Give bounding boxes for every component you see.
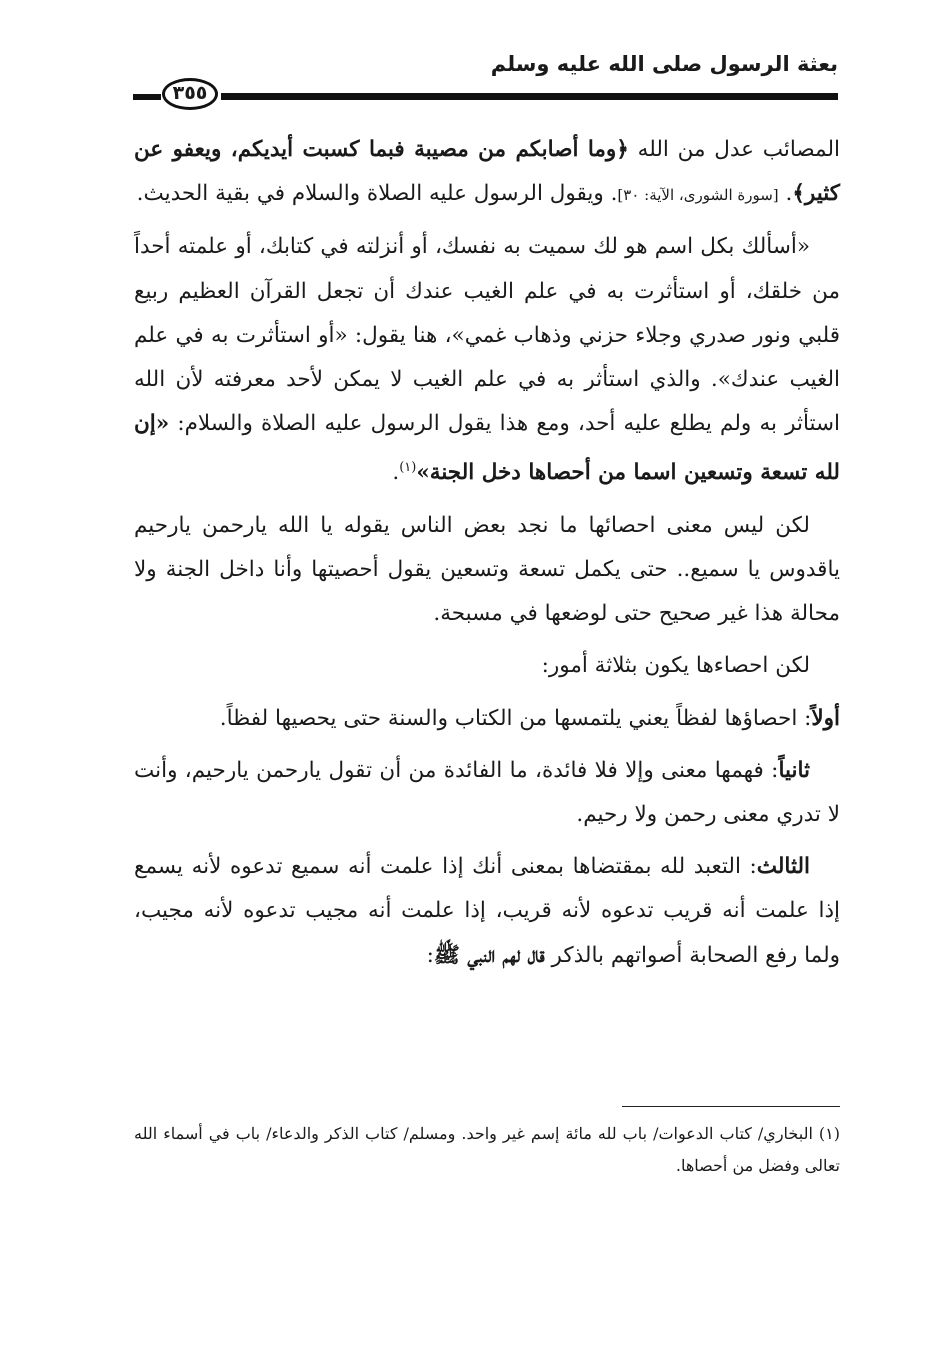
p1-text: المصائب عدل من الله bbox=[628, 137, 840, 162]
p1-text-end: . ويقول الرسول عليه الصلاة والسلام في بقية الحديث. bbox=[136, 181, 618, 207]
point-label-third: الثالث bbox=[756, 854, 810, 880]
point-text-second: : فهمها معنى وإلا فلا فائدة، ما الفائدة من أن تقول يارحمن يارحيم، وأنت لا تدري معنى رحمن ولا رحيم. bbox=[134, 757, 840, 827]
footnote-ref: (١) bbox=[399, 460, 417, 476]
point-text-third: : التعبد لله بمقتضاها بمعنى أنك إذا علمت أنه سميع تدعوه لأنه يسمع إذا علمت أنه قريب تدعوه لأنه قريب، إذا علمت أنه مجيب تدعوه لأنه مجيب، ولما رفع الصحابة أصواتهم بالذكر bbox=[134, 854, 840, 968]
verse-reference: [سورة الشورى، الآية: ٣٠] bbox=[617, 186, 779, 205]
p2-text: «أسألك بكل اسم هو لك سميت به نفسك، أو أنزلته في كتابك، أو علمته أحداً من خلقك، أو استأثرت به في علم الغيب عندك أن تجعل القرآن العظيم ربيع قلبي ونور صدري وجلاء حزني وذهاب غمي»، هنا يقول: «أو استأثرت به في علم الغيب عندك». والذي استأثر به في علم الغيب لا يمكن لأحد معرفته لأن الله استأثر به ولم يطلع عليه أحد، ومع هذا يقول الرسول عليه الصلاة والسلام: bbox=[134, 234, 840, 437]
paragraph-4: لكن احصاءها يكون بثلاثة أمور: bbox=[541, 653, 810, 679]
main-text bbox=[134, 128, 840, 986]
p1-punct: . bbox=[778, 181, 793, 207]
paragraph-1 bbox=[134, 128, 840, 217]
paragraph-2 bbox=[134, 225, 840, 495]
quran-verse: ﴿وما أصابكم من مصيبة فبما كسبت أيديكم، ويعفو عن كثير﴾ bbox=[134, 137, 840, 207]
footnote-text: البخاري/ كتاب الدعوات/ باب لله مائة إسم غير واحد. ومسلم/ كتاب الذكر والدعاء/ باب في أسماء الله تعالى وفضل من أحصاها. bbox=[134, 1124, 840, 1175]
point-label-second: ثانياً bbox=[778, 757, 810, 783]
point-text-first: : احصاؤها لفظاً يعني يلتمسها من الكتاب والسنة حتى يحصيها لفظاً. bbox=[219, 705, 812, 731]
running-head-title: بعثة الرسول صلى الله عليه وسلم bbox=[490, 52, 838, 76]
paragraph-6 bbox=[134, 749, 840, 837]
footnote-separator bbox=[622, 1106, 840, 1107]
hadith-quote: «إن لله تسعة وتسعين اسما من أحصاها دخل الجنة» bbox=[134, 411, 840, 486]
p2-end: . bbox=[392, 460, 400, 486]
header-rule-right bbox=[221, 93, 838, 100]
paragraph-3: لكن ليس معنى احصائها ما نجد بعض الناس يقوله يا الله يارحمن يارحيم ياقدوس يا سميع.. حتى يكمل تسعة وتسعين يقول أحصيتها وأنا داخل الجنة ولا محالة هذا غير صحيح حتى لوضعها في مسبحة. bbox=[134, 512, 840, 627]
footnote bbox=[134, 1118, 840, 1182]
header-rule-left bbox=[133, 94, 161, 100]
p7-end: : bbox=[426, 942, 434, 968]
footnote-number: (١) bbox=[818, 1124, 841, 1143]
paragraph-5 bbox=[134, 697, 840, 741]
paragraph-7 bbox=[134, 845, 840, 978]
point-label-first: أولاً bbox=[811, 705, 840, 731]
prophet-said: قال لهم النبي ﷺ bbox=[433, 942, 545, 968]
page-number: ٣٥٥ bbox=[162, 78, 218, 110]
